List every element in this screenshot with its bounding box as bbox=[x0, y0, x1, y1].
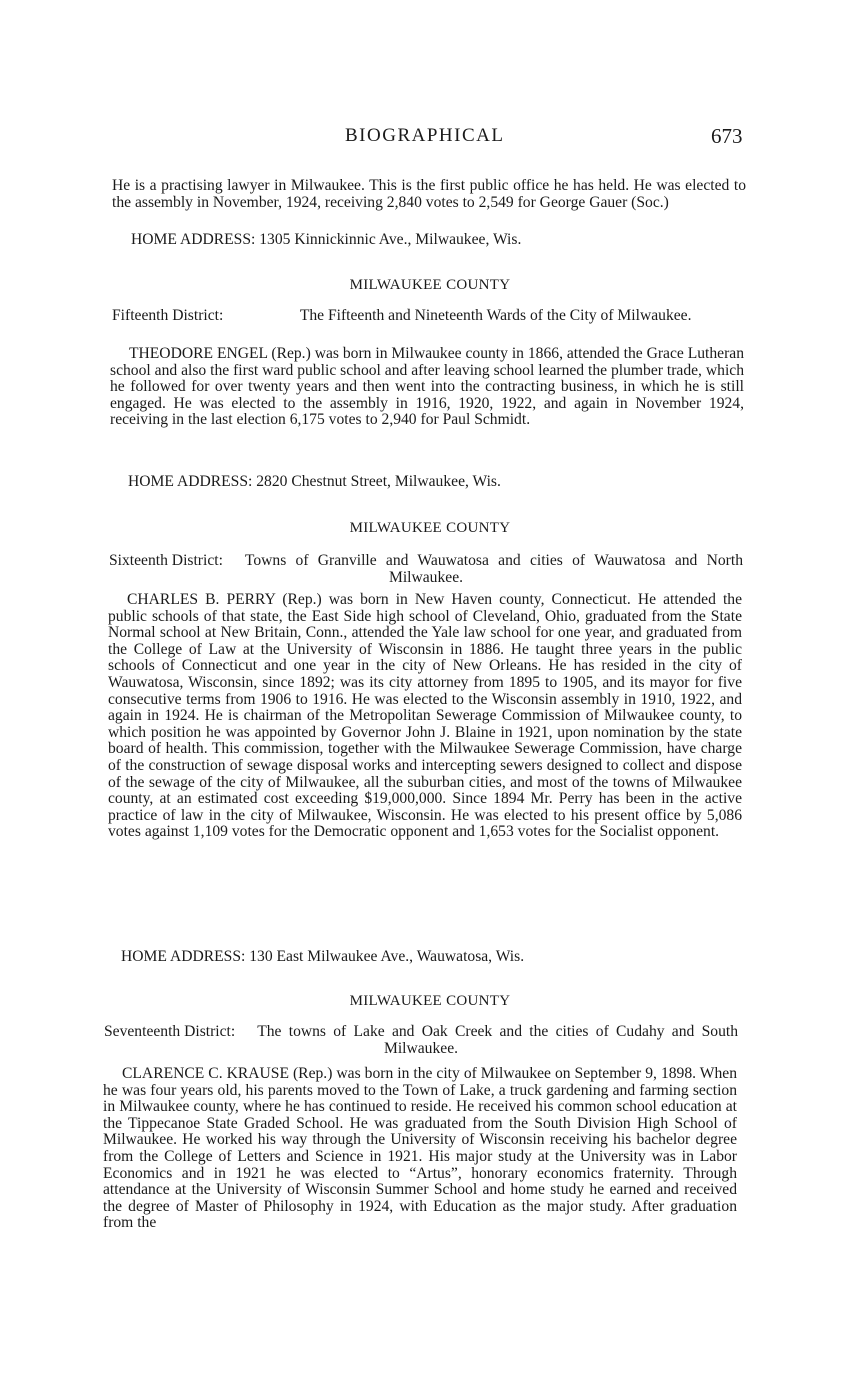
district-label: Seventeenth District: bbox=[104, 1023, 236, 1040]
home-address: HOME ADDRESS: 130 East Milwaukee Ave., Wauwatosa, Wis. bbox=[121, 948, 525, 965]
county-heading: MILWAUKEE COUNTY bbox=[349, 993, 511, 1009]
district-line bbox=[109, 553, 743, 586]
continuation-paragraph: He is a practising lawyer in Milwaukee. This is the first public office he has held. He was elected to the assembly in November, 1924, receiving 2,840 votes to 2,549 for George Gauer (Soc.) bbox=[112, 177, 746, 211]
district-description: Towns of Granville and Wauwatosa and cities of Wauwatosa and North Milwaukee. bbox=[244, 552, 743, 586]
county-heading: MILWAUKEE COUNTY bbox=[349, 277, 511, 293]
district-line bbox=[104, 1024, 738, 1057]
county-heading: MILWAUKEE COUNTY bbox=[349, 520, 511, 536]
district-line bbox=[112, 308, 746, 325]
home-address: HOME ADDRESS: 1305 Kinnickinnic Ave., Milwaukee, Wis. bbox=[131, 231, 522, 248]
district-description: The Fifteenth and Nineteenth Wards of the City of Milwaukee. bbox=[299, 307, 692, 324]
biography-paragraph: CLARENCE C. KRAUSE (Rep.) was born in the city of Milwaukee on September 9, 1898. When he was four years old, his parents moved to the Town of Lake, a truck gardening and farming section in Milwaukee county, where he has continued to reside. He received his common school education at the Tippecanoe State Graded School. He was graduated from the South Division High School of Milwaukee. He worked his way through the University of Wisconsin receiving his bachelor degree from the College of Letters and Science in 1921. His major study at the University was in Labor Economics and in 1921 he was elected to “Artus”, honorary economics fraternity. Through attendance at the University of Wisconsin Summer School and home study he earned and received the degree of Master of Philosophy in 1924, with Education as the major study. After graduation from the bbox=[103, 1065, 737, 1232]
biography-paragraph: CHARLES B. PERRY (Rep.) was born in New Haven county, Connecticut. He attended the public schools of that state, the East Side high school of Cleveland, Ohio, graduated from the State Normal school at New Britain, Conn., attended the Yale law school for one year, and graduated from the College of Law at the University of Wisconsin in 1886. He taught three years in the public schools of Connecticut and one year in the city of New Orleans. He has resided in the city of Wauwatosa, Wisconsin, since 1892; was its city attorney from 1895 to 1905, and its mayor for five consecutive terms from 1906 to 1916. He was elected to the Wisconsin assembly in 1910, 1922, and again in 1924. He is chairman of the Metropolitan Sewerage Commission of Milwaukee county, to which position he was appointed by Governor John J. Blaine in 1921, upon nomination by the state board of health. This commission, together with the Milwaukee Sewerage Commission, have charge of the construction of sewage disposal works and intercepting sewers designed to collect and dispose of the sewage of the city of Milwaukee, all the suburban cities, and most of the towns of Milwaukee county, at an estimated cost exceeding $19,000,000. Since 1894 Mr. Perry has been in the active practice of law in the city of Milwaukee, Wisconsin. He was elected to his present office by 5,086 votes against 1,109 votes for the Democratic opponent and 1,653 votes for the Socialist opponent. bbox=[108, 591, 742, 841]
district-label: Fifteenth District: bbox=[112, 307, 224, 324]
district-description: The towns of Lake and Oak Creek and the cities of Cudahy and South Milwaukee. bbox=[257, 1023, 738, 1057]
biography-paragraph: THEODORE ENGEL (Rep.) was born in Milwaukee county in 1866, attended the Grace Lutheran school and also the first ward public school and after leaving school learned the plumber trade, which he followed for over twenty years and then went into the contracting business, in which he is still engaged. He was elected to the assembly in 1916, 1920, 1922, and again in November 1924, receiving in the last election 6,175 votes to 2,940 for Paul Schmidt. bbox=[110, 345, 744, 429]
running-header-title: BIOGRAPHICAL bbox=[345, 125, 505, 146]
page-number: 673 bbox=[711, 124, 743, 148]
home-address: HOME ADDRESS: 2820 Chestnut Street, Milwaukee, Wis. bbox=[128, 473, 501, 490]
district-label: Sixteenth District: bbox=[109, 552, 223, 569]
